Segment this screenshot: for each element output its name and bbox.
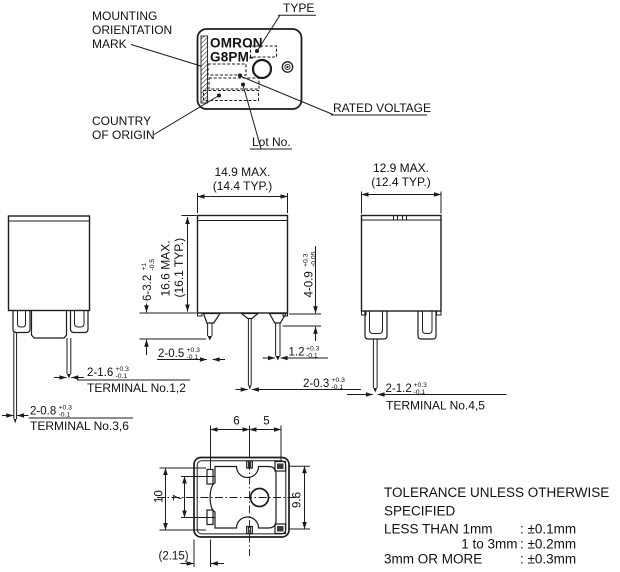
dim-4-0-9-value: 4-0.9	[303, 271, 316, 298]
svg-text:-0.1: -0.1	[186, 354, 199, 362]
svg-text:-0.1: -0.1	[413, 389, 426, 397]
country-callout-line	[154, 96, 219, 135]
tolerance-row1-value: : ±0.1mm	[520, 521, 577, 537]
tolerance-row2-value: : ±0.2mm	[520, 536, 577, 552]
svg-text:-0.1: -0.1	[58, 411, 71, 419]
svg-text:+0.3: +0.3	[58, 404, 72, 412]
tolerance-title-line2: SPECIFIED	[384, 503, 456, 519]
right-side-view	[347, 161, 507, 413]
rivet-icon	[282, 62, 292, 72]
bottom-view	[154, 416, 311, 568]
dim-10-value: 10	[153, 490, 166, 503]
tolerance-row3-value: : ±0.3mm	[520, 551, 577, 567]
svg-text:+0.3: +0.3	[186, 346, 200, 354]
svg-text:-0.05: -0.05	[310, 251, 318, 267]
marking-top-view	[92, 1, 431, 149]
svg-text:+0.3: +0.3	[302, 253, 310, 267]
type-label: TYPE	[283, 1, 315, 15]
side-width-typ: (12.4 TYP.)	[371, 175, 431, 189]
dim-1-2-value: 1.2	[288, 346, 305, 359]
rated-voltage-label: RATED VOLTAGE	[333, 101, 432, 115]
lot-no-callout-dot	[241, 83, 245, 87]
terminal-4-5-label: TERMINAL No.4,5	[386, 398, 485, 413]
dim-2-0-8-value: 2-0.8	[30, 405, 57, 418]
svg-text:-0.5: -0.5	[148, 258, 156, 271]
country-field-box	[204, 91, 259, 101]
dim-pin-right	[263, 345, 329, 359]
dim-5-value: 5	[263, 415, 270, 428]
country-label-line2: OF ORIGIN	[92, 128, 155, 142]
svg-text:+0.3: +0.3	[413, 381, 427, 389]
pin-bottom-right	[275, 524, 286, 534]
dim-2-1-2-value: 2-1.2	[385, 383, 412, 395]
tolerance-row2-label: 1 to 3mm	[461, 536, 518, 552]
mounting-callout-line	[131, 45, 203, 67]
svg-text:-0.1: -0.1	[306, 352, 318, 360]
front-view	[140, 165, 362, 391]
country-label-line1: COUNTRY	[92, 114, 152, 128]
lot-no-label: Lot No.	[252, 135, 291, 149]
terminal-1-2-label: TERMINAL No.1,2	[87, 381, 186, 395]
rated-voltage-field-box	[208, 64, 246, 75]
left-view-blade-wide	[67, 338, 71, 379]
country-callout-dot	[217, 94, 221, 98]
tolerance-note	[384, 485, 609, 567]
left-view-case	[9, 216, 90, 311]
dim-pin-center	[236, 377, 362, 391]
svg-text:-0.1: -0.1	[331, 384, 344, 392]
dim-6-3-2-value: 6-3.2	[142, 274, 154, 301]
dim-terminal-4-5	[347, 382, 507, 413]
dim-6-value: 6	[233, 415, 240, 428]
terminal-3-6-label: TERMINAL No.3,6	[30, 419, 129, 433]
case-circle-feature	[253, 60, 271, 78]
front-height-max: 16.6 MAX.	[158, 240, 173, 297]
dim-9-6	[289, 466, 310, 529]
front-width-typ: (14.4 TYP.)	[212, 179, 273, 193]
svg-text:+0.3: +0.3	[331, 376, 345, 384]
dim-terminal-1-2	[54, 366, 190, 395]
mounting-mark-label-line1: MOUNTING	[92, 9, 158, 23]
tolerance-row1-label: LESS THAN 1mm	[384, 521, 493, 537]
pin-top-right	[275, 462, 286, 472]
front-height-typ: (16.1 TYP.)	[172, 237, 186, 298]
dim-7	[173, 477, 185, 518]
dim-9-6-value: 9.6	[291, 492, 304, 508]
dim-7-value: 7	[172, 494, 185, 501]
mounting-orientation-mark	[201, 36, 208, 103]
dim-pin-left	[157, 347, 225, 361]
tolerance-row3-label: 3mm OR MORE	[384, 551, 483, 567]
dim-pin-exit	[283, 246, 322, 341]
side-width-max: 12.9 MAX.	[372, 161, 430, 175]
left-view-blade-thin	[14, 333, 17, 424]
model-prefix-text: G8PM-	[210, 49, 254, 65]
svg-text:+0.3: +0.3	[306, 345, 320, 353]
lot-no-field-box	[209, 78, 259, 89]
brand-text: OMRON	[210, 35, 263, 51]
dim-2-0-3-value: 2-0.3	[303, 378, 330, 390]
rated-voltage-callout-dot	[238, 74, 242, 78]
svg-text:+1: +1	[140, 262, 148, 271]
front-view-case	[198, 216, 288, 314]
dim-2-15-value: (2.15)	[158, 550, 189, 563]
front-width-max: 14.9 MAX.	[214, 165, 271, 179]
right-view-case	[362, 216, 442, 312]
right-view-blade	[373, 339, 377, 393]
dim-2-1-6-value: 2-1.6	[87, 367, 114, 379]
mounting-mark-label-line2: ORIENTATION	[92, 23, 173, 37]
mounting-mark-label-line3: MARK	[92, 37, 127, 51]
dim-2-15	[159, 540, 225, 568]
tolerance-title-line1: TOLERANCE UNLESS OTHERWISE	[384, 485, 610, 500]
svg-text:+0.3: +0.3	[115, 365, 129, 373]
svg-text:-0.1: -0.1	[115, 373, 128, 381]
dim-terminal-3-6	[2, 404, 133, 433]
dim-2-0-5-value: 2-0.5	[158, 348, 185, 360]
